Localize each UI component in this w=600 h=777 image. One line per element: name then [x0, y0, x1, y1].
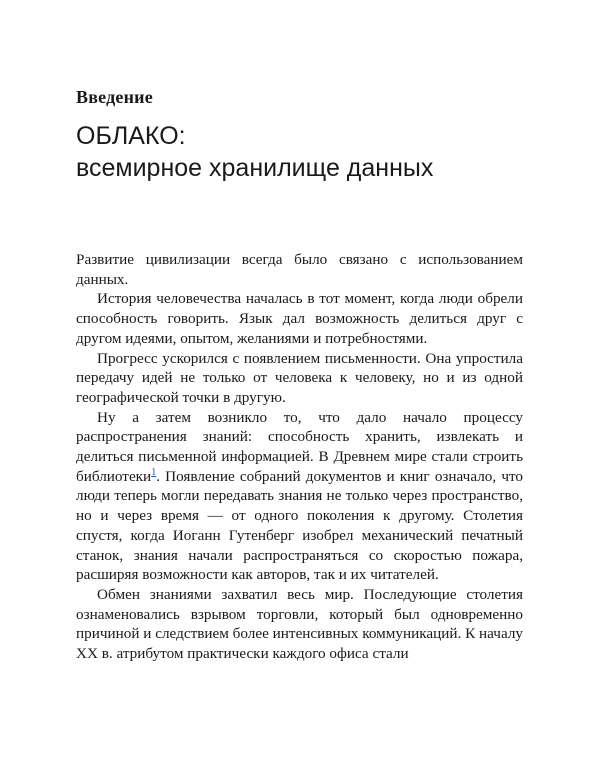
paragraph-text: Ну а затем возникло то, что дало начало процессу распространения знаний: способность хранить, извлекать и делиться письменной информацией. В Древнем мире стали строить библиотеки: [76, 408, 523, 485]
paragraph: Обмен знаниями захватил весь мир. Последующие столетия ознаменовались взрывом торговли, который был одновременно причиной и следствием более интенсивных коммуникаций. К началу XX в. атрибутом практически каждого офиса стали: [76, 585, 523, 663]
body-text: [76, 250, 523, 664]
paragraph: История человечества началась в тот момент, когда люди обрели способность говорить. Язык дал возможность делиться друг с другом идеями, опытом, желаниями и потребностями.: [76, 290, 523, 347]
chapter-title-line-1: ОБЛАКО:: [76, 122, 186, 150]
paragraph: [76, 408, 523, 585]
footnote-link[interactable]: 1: [151, 466, 157, 478]
chapter-title-line-2: всемирное хранилище данных: [76, 154, 434, 182]
paragraph-text: . Появление собраний документов и книг означало, что люди теперь могли передавать знания не только через пространство, но и через время — от одного поколения к другому. Столетия спустя, когда Иоганн Гутенберг изобрел механический печатный станок, знания начали распространяться со скоростью пожара, расширяя возможности как авторов, так и их читателей.: [76, 467, 523, 584]
section-label: Введение: [76, 87, 153, 107]
paragraph: Прогресс ускорился с появлением письменности. Она упростила передачу идей не только от человека к человеку, но и из одной географической точки в другую.: [76, 349, 523, 406]
paragraph: Развитие цивилизации всегда было связано с использованием данных.: [76, 251, 523, 288]
chapter-title: [76, 120, 536, 184]
